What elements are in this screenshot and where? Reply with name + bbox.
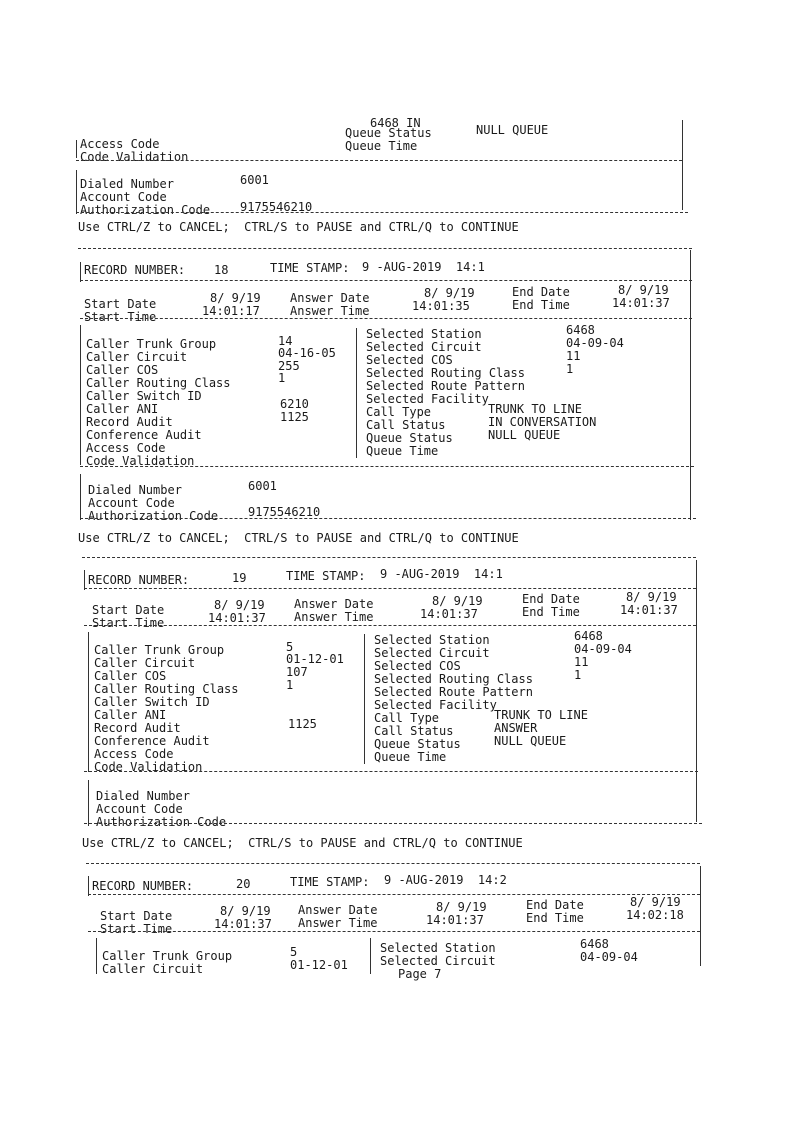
caller-circuit-value: 04-16-05: [278, 346, 336, 360]
time-stamp-label: TIME STAMP:: [286, 569, 366, 583]
call-status-value: IN CONVERSATION: [488, 415, 597, 429]
continue-prompt: Use CTRL/Z to CANCEL; CTRL/S to PAUSE and CTRL/Q to CONTINUE: [82, 836, 523, 850]
end-time-label: End Time: [522, 605, 580, 619]
selected-station-label: Selected Station: [374, 633, 490, 647]
start-time-label: Start Time: [92, 616, 165, 630]
column-separator: [356, 328, 357, 458]
call-status-label: Call Status: [374, 724, 454, 738]
continue-prompt: Use CTRL/Z to CANCEL; CTRL/S to PAUSE and CTRL/Q to CONTINUE: [78, 220, 519, 234]
queue-status-label: Queue Status: [366, 431, 453, 445]
call-status-value: ANSWER: [494, 721, 538, 735]
record-audit-label: Record Audit: [94, 721, 181, 735]
left-border: [88, 780, 89, 826]
start-time-label: Start Time: [100, 922, 173, 936]
left-border: [84, 570, 85, 590]
dialed-number-value: 6001: [240, 173, 269, 187]
left-border: [88, 876, 89, 896]
start-time-value: 14:01:37: [208, 611, 266, 625]
selected-cos-label: Selected COS: [374, 659, 461, 673]
end-time-value: 14:01:37: [620, 603, 678, 617]
record-number-label: RECORD NUMBER:: [92, 879, 194, 893]
divider: [84, 823, 702, 824]
caller-trunk-group-label: Caller Trunk Group: [102, 949, 233, 963]
caller-routing-class-label: Caller Routing Class: [94, 682, 239, 696]
record-number-label: RECORD NUMBER:: [88, 573, 190, 587]
divider: [80, 318, 692, 319]
divider: [78, 248, 692, 249]
record-number-value: 18: [214, 263, 229, 277]
right-border: [696, 560, 697, 822]
time-stamp-label: TIME STAMP:: [270, 261, 350, 275]
page-number: Page 7: [398, 967, 442, 981]
code-validation-label: Code Validation: [86, 454, 195, 468]
call-type-label: Call Type: [366, 405, 432, 419]
divider: [82, 557, 696, 558]
start-time-value: 14:01:37: [214, 917, 272, 931]
selected-station-label: Selected Station: [380, 941, 496, 955]
call-status-label: Call Status: [366, 418, 446, 432]
caller-cos-label: Caller COS: [94, 669, 167, 683]
start-date-value: 8/ 9/19: [220, 904, 271, 918]
record-number-value: 20: [236, 877, 251, 891]
caller-ani-label: Caller ANI: [94, 708, 167, 722]
caller-trunk-group-value: 5: [290, 945, 298, 959]
caller-circuit-label: Caller Circuit: [102, 962, 204, 976]
selected-route-pattern-label: Selected Route Pattern: [374, 685, 533, 699]
selected-cos-value: 11: [566, 349, 581, 363]
authorization-code-label: Authorization Code: [80, 203, 211, 217]
caller-trunk-group-label: Caller Trunk Group: [86, 337, 217, 351]
answer-date-value: 8/ 9/19: [436, 900, 487, 914]
selected-station-value: 6468: [574, 629, 603, 643]
queue-time-label: Queue Time: [366, 444, 439, 458]
start-date-label: Start Date: [100, 909, 173, 923]
start-date-label: Start Date: [84, 297, 157, 311]
column-separator: [364, 634, 365, 764]
selected-circuit-label: Selected Circuit: [366, 340, 482, 354]
access-code-label: Access Code: [94, 747, 174, 761]
divider: [80, 518, 696, 519]
left-border: [80, 325, 81, 465]
dialed-number-label: Dialed Number: [88, 483, 182, 497]
access-code-label: Access Code: [80, 137, 160, 151]
divider: [84, 771, 698, 772]
queue-status-value: NULL QUEUE: [476, 123, 549, 137]
left-border: [80, 474, 81, 520]
selected-circuit-label: Selected Circuit: [380, 954, 496, 968]
record-audit-value: 1125: [288, 717, 317, 731]
start-time-value: 14:01:17: [202, 304, 260, 318]
divider: [86, 863, 700, 864]
caller-circuit-label: Caller Circuit: [86, 350, 188, 364]
caller-routing-class-value: 1: [278, 371, 286, 385]
divider: [84, 625, 696, 626]
time-stamp-value: 9 -AUG-2019 14:2: [384, 873, 507, 887]
end-time-label: End Time: [512, 298, 570, 312]
selected-routing-class-value: 1: [574, 668, 582, 682]
answer-time-value: 14:01:37: [420, 607, 478, 621]
time-stamp-label: TIME STAMP:: [290, 875, 370, 889]
selected-cos-label: Selected COS: [366, 353, 453, 367]
selected-route-pattern-label: Selected Route Pattern: [366, 379, 525, 393]
right-border: [700, 866, 701, 966]
caller-ani-label: Caller ANI: [86, 402, 159, 416]
caller-trunk-group-label: Caller Trunk Group: [94, 643, 225, 657]
access-code-label: Access Code: [86, 441, 166, 455]
account-code-label: Account Code: [80, 190, 167, 204]
caller-trunk-group-value: 14: [278, 334, 293, 348]
queue-status-label: Queue Status: [345, 126, 432, 140]
selected-station-value: 6468: [566, 323, 595, 337]
left-border: [88, 632, 89, 772]
caller-cos-value: 255: [278, 359, 300, 373]
left-border: [76, 140, 77, 158]
answer-date-label: Answer Date: [290, 291, 370, 305]
caller-routing-class-label: Caller Routing Class: [86, 376, 231, 390]
answer-time-value: 14:01:37: [426, 913, 484, 927]
time-stamp-value: 9 -AUG-2019 14:1: [362, 260, 485, 274]
caller-circuit-value: 01-12-01: [290, 958, 348, 972]
right-border: [690, 250, 691, 520]
left-border: [96, 938, 97, 974]
column-separator: [370, 938, 371, 974]
end-time-value: 14:01:37: [612, 296, 670, 310]
divider: [80, 466, 694, 467]
record-audit-value: 1125: [280, 410, 309, 424]
selected-facility-label: Selected Facility: [366, 392, 489, 406]
code-validation-label: Code Validation: [94, 760, 203, 774]
caller-routing-class-value: 1: [286, 678, 294, 692]
selected-circuit-label: Selected Circuit: [374, 646, 490, 660]
caller-circuit-label: Caller Circuit: [94, 656, 196, 670]
time-stamp-value: 9 -AUG-2019 14:1: [380, 567, 503, 581]
record-number-label: RECORD NUMBER:: [84, 263, 186, 277]
answer-time-label: Answer Time: [294, 610, 374, 624]
record-number-value: 19: [232, 571, 247, 585]
authorization-code-label: Authorization Code: [88, 509, 219, 523]
selected-circuit-value: 04-09-04: [574, 642, 632, 656]
authorization-code-value: 9175546210: [248, 505, 321, 519]
queue-status-label: Queue Status: [374, 737, 461, 751]
selected-circuit-value: 04-09-04: [580, 950, 638, 964]
answer-date-label: Answer Date: [294, 597, 374, 611]
record-audit-label: Record Audit: [86, 415, 173, 429]
answer-date-value: 8/ 9/19: [432, 594, 483, 608]
divider: [84, 588, 696, 589]
dialed-number-label: Dialed Number: [80, 177, 174, 191]
call-type-value: TRUNK TO LINE: [494, 708, 588, 722]
end-date-label: End Date: [522, 592, 580, 606]
continue-prompt: Use CTRL/Z to CANCEL; CTRL/S to PAUSE and CTRL/Q to CONTINUE: [78, 531, 519, 545]
selected-routing-class-value: 1: [566, 362, 574, 376]
queue-status-value: NULL QUEUE: [488, 428, 561, 442]
code-validation-label: Code Validation: [80, 150, 189, 164]
selected-routing-class-label: Selected Routing Class: [374, 672, 533, 686]
answer-date-label: Answer Date: [298, 903, 378, 917]
authorization-code-label: Authorization Code: [96, 815, 227, 829]
selected-facility-label: Selected Facility: [374, 698, 497, 712]
end-date-value: 8/ 9/19: [618, 283, 669, 297]
start-date-value: 8/ 9/19: [214, 598, 265, 612]
dialed-number-label: Dialed Number: [96, 789, 190, 803]
end-date-value: 8/ 9/19: [630, 895, 681, 909]
selected-cos-value: 11: [574, 655, 589, 669]
end-date-label: End Date: [512, 285, 570, 299]
dialed-number-value: 6001: [248, 479, 277, 493]
divider: [88, 931, 700, 932]
answer-date-value: 8/ 9/19: [424, 286, 475, 300]
selected-circuit-value: 04-09-04: [566, 336, 624, 350]
caller-circuit-value: 01-12-01: [286, 652, 344, 666]
end-time-value: 14:02:18: [626, 908, 684, 922]
conference-audit-label: Conference Audit: [86, 428, 202, 442]
queue-status-value: NULL QUEUE: [494, 734, 567, 748]
start-date-label: Start Date: [92, 603, 165, 617]
station-in-value: 6468 IN: [370, 116, 421, 130]
divider: [76, 212, 688, 213]
left-border: [76, 170, 77, 214]
conference-audit-label: Conference Audit: [94, 734, 210, 748]
caller-cos-value: 107: [286, 665, 308, 679]
queue-time-label: Queue Time: [345, 139, 418, 153]
selected-routing-class-label: Selected Routing Class: [366, 366, 525, 380]
start-time-label: Start Time: [84, 310, 157, 324]
account-code-label: Account Code: [96, 802, 183, 816]
divider: [76, 160, 682, 161]
left-border: [80, 262, 81, 282]
divider: [80, 280, 692, 281]
call-type-value: TRUNK TO LINE: [488, 402, 582, 416]
caller-switch-id-label: Caller Switch ID: [94, 695, 210, 709]
answer-time-value: 14:01:35: [412, 299, 470, 313]
caller-cos-label: Caller COS: [86, 363, 159, 377]
divider: [88, 894, 700, 895]
answer-time-label: Answer Time: [298, 916, 378, 930]
right-border: [682, 120, 683, 210]
authorization-code-value: 9175546210: [240, 200, 313, 214]
start-date-value: 8/ 9/19: [210, 291, 261, 305]
end-date-value: 8/ 9/19: [626, 590, 677, 604]
end-date-label: End Date: [526, 898, 584, 912]
selected-station-value: 6468: [580, 937, 609, 951]
queue-time-label: Queue Time: [374, 750, 447, 764]
selected-station-label: Selected Station: [366, 327, 482, 341]
caller-ani-value: 6210: [280, 397, 309, 411]
account-code-label: Account Code: [88, 496, 175, 510]
end-time-label: End Time: [526, 911, 584, 925]
call-type-label: Call Type: [374, 711, 440, 725]
answer-time-label: Answer Time: [290, 304, 370, 318]
caller-switch-id-label: Caller Switch ID: [86, 389, 202, 403]
caller-trunk-group-value: 5: [286, 640, 294, 654]
